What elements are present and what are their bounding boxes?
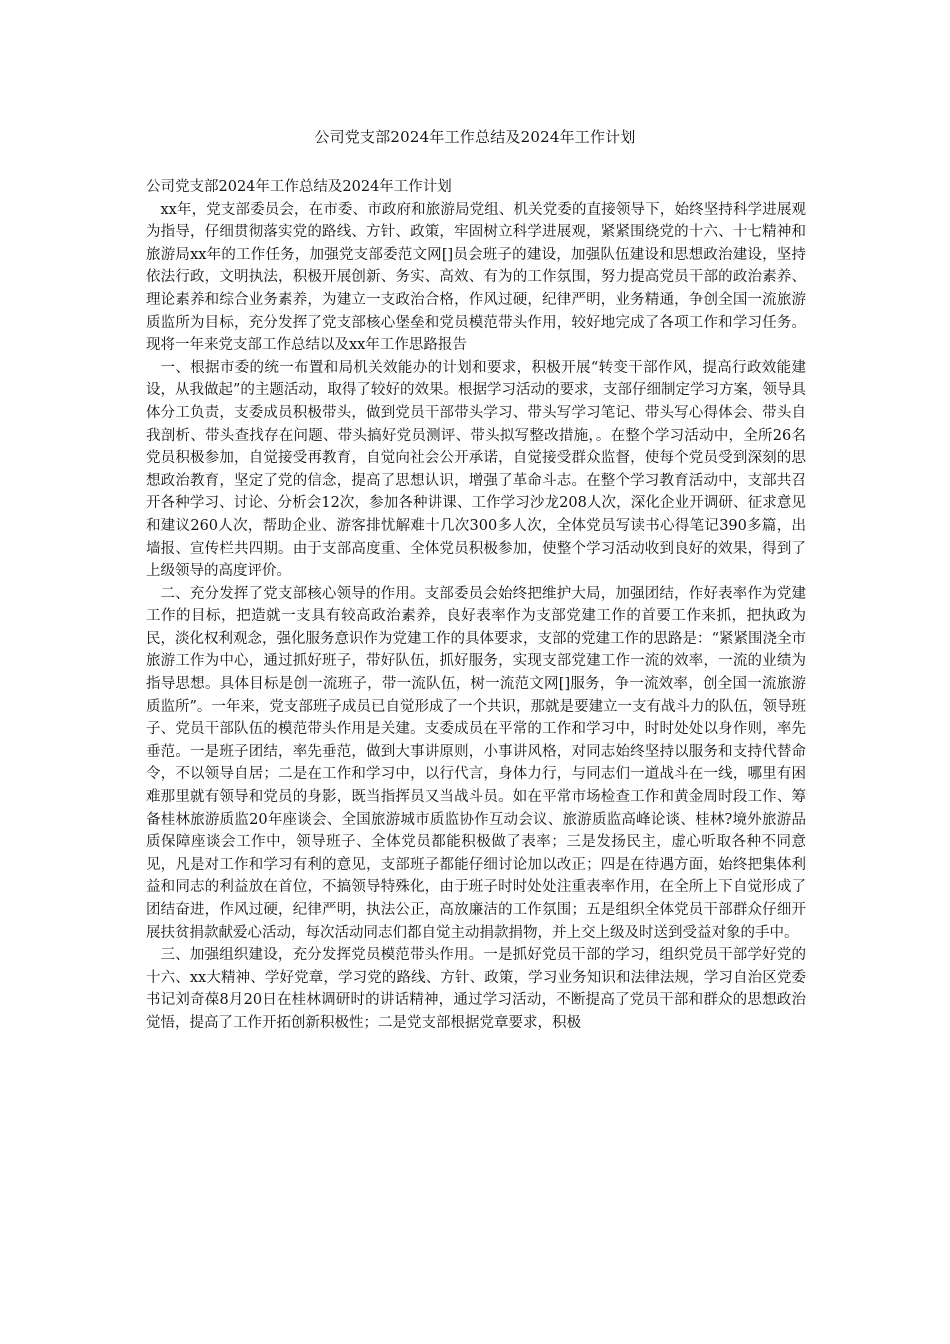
document-title: 公司党支部2024年工作总结及2024年工作计划 xyxy=(314,128,636,146)
document-subtitle: 公司党支部2024年工作总结及2024年工作计划 xyxy=(146,179,452,195)
paragraph-section-1: 一、根据市委的统一布置和局机关效能办的计划和要求，积极开展“转变干部作风，提高行政效能建设，从我做起”的主题活动，取得了较好的效果。根据学习活动的要求，支部仔细制定学习方案，领导具体分工负责，支委成员积极带头，做到党员干部带头学习、带头写学习笔记、带头写心得体会、带头自我剖析、带头查找存在问题、带头搞好党员测评、带头拟写整改措施，。在整个学习活动中，全所26名党员积极参加，自觉接受再教育，自觉向社会公开承诺，自觉接受群众监督，使每个党员受到深刻的思想政治教育，坚定了党的信念，提高了思想认识，增强了革命斗志。在整个学习教育活动中，支部共召开各种学习、讨论、分析会12次，参加各种讲课、工作学习沙龙208人次，深化企业开调研、征求意见和建议260人次，帮助企业、游客排忧解难十几次300多人次，全体党员写读书心得笔记390多篇，出墙报、宣传栏共四期。由于支部高度重、全体党员积极参加，使整个学习活动收到良好的效果，得到了上级领导的高度评价。 xyxy=(146,359,806,580)
paragraph-intro: xx年，党支部委员会，在市委、市政府和旅游局党组、机关党委的直接领导下，始终坚持科学进展观为指导，仔细贯彻落实党的路线、方针、政策，牢固树立科学进展观，紧紧围绕党的十六、十七精神和旅游局xx年的工作任务，加强党支部委范文网[]员会班子的建设，加强队伍建设和思想政治建设，坚持依法行政，文明执法，积极开展创新、务实、高效、有为的工作氛围，努力提高党员干部的政治素养、理论素养和综合业务素养，为建立一支政治合格，作风过硬，纪律严明，业务精通，争创全国一流旅游质监所为目标，充分发挥了党支部核心堡垒和党员模范带头作用，较好地完成了各项工作和学习任务。现将一年来党支部工作总结以及xx年工作思路报告 xyxy=(146,201,806,354)
paragraph-section-2: 二、充分发挥了党支部核心领导的作用。支部委员会始终把维护大局，加强团结，作好表率作为党建工作的目标，把造就一支具有较高政治素养，良好表率作为支部党建工作的首要工作来抓，把执政为民，淡化权利观念，强化服务意识作为党建工作的具体要求，支部的党建工作的思路是：“紧紧围浇全市旅游工作为中心，通过抓好班子，带好队伍，抓好服务，实现支部党建工作一流的效率，一流的业绩为指导思想。具体目标是创一流班子，带一流队伍，树一流范文网[]服务，争一流效率，创全国一流旅游质监所”。一年来，党支部班子成员已自觉形成了一个共识，那就是要建立一支有战斗力的队伍，领导班子、党员干部队伍的模范带头作用是关建。支委成员在平常的工作和学习中，时时处处以身作则，率先垂范。一是班子团结，率先垂范，做到大事讲原则，小事讲风格，对同志始终坚持以服务和支持代替命令，不以领导自居；二是在工作和学习中，以行代言，身体力行，与同志们一道战斗在一线，哪里有困难那里就有领导和党员的身影，既当指挥员又当战斗员。如在平常市场检查工作和黄金周时段工作、筹备桂林旅游质监20年座谈会、全国旅游城市质监协作互动会议、旅游质监高峰论谈、桂林?境外旅游品质保障座谈会工作中，领导班子、全体党员都能积极做了表率；三是发扬民主，虚心听取各种不同意见，凡是对工作和学习有利的意见，支部班子都能仔细讨论加以改正；四是在待遇方面，始终把集体利益和同志的利益放在首位，不搞领导特殊化，由于班子时时处处注重表率作用，在全所上下自觉形成了团结奋进，作风过硬，纪律严明，执法公正，高放廉洁的工作氛围；五是组织全体党员干部群众仔细开展扶贫捐款献爱心活动，每次活动同志们都自觉主动捐款捐物，并上交上级及时送到受益对象的手中。 xyxy=(146,585,806,941)
document-body xyxy=(146,176,806,1035)
paragraph-section-3: 三、加强组织建设，充分发挥党员模范带头作用。一是抓好党员干部的学习，组织党员干部学好党的十六、xx大精神、学好党章，学习党的路线、方针、政策，学习业务知识和法律法规，学习自治区党委书记刘奇葆8月20日在桂林调研时的讲话精神，通过学习活动，不断提高了党员干部和群众的思想政治觉悟，提高了工作开拓创新积极性；二是党支部根据党章要求，积极 xyxy=(146,947,806,1031)
